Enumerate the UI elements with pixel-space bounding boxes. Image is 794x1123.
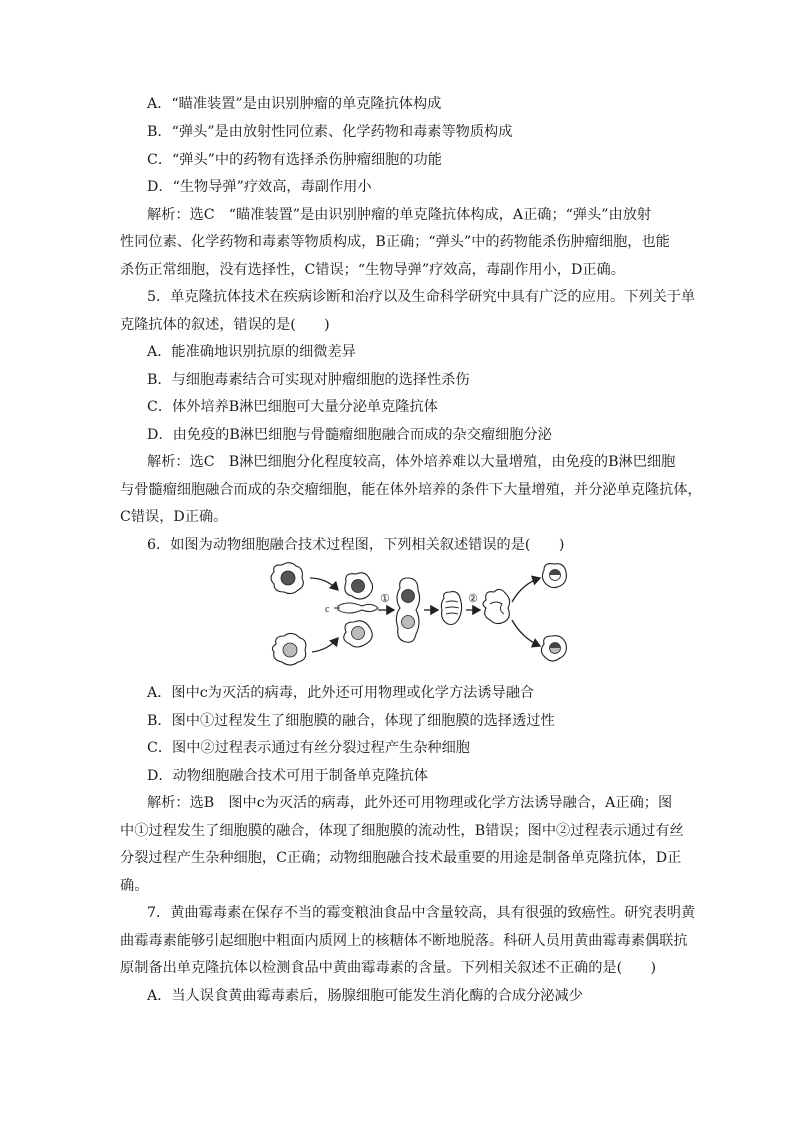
q5-analysis-line-3: C错误，D正确。 (120, 509, 228, 525)
fusing-cells (334, 573, 378, 647)
q4-analysis-line-1: 解析：选C “瞄准装置”是由识别肿瘤的单克隆抗体构成，A正确；“弹头”由放射 (147, 207, 652, 223)
q7-stem-line-3: 原制备出单克隆抗体以检测食品中黄曲霉毒素的含量。下列相关叙述不正确的是( ) (120, 960, 657, 976)
q4-analysis-line-2: 性同位素、化学药物和毒素等物质构成，B正确；“弹头”中的药物能杀伤肿瘤细胞，也能 (120, 234, 670, 250)
arrow-bottom-left (312, 638, 338, 652)
arrow-branch-bottom (512, 620, 540, 646)
q4-option-d: D．“生物导弹”疗效高，毒副作用小 (147, 179, 372, 195)
q5-option-b: B．与细胞毒素结合可实现对肿瘤细胞的选择性杀伤 (147, 372, 470, 388)
q4-option-a: A．“瞄准装置”是由识别肿瘤的单克隆抗体构成 (147, 96, 442, 112)
q5-option-d: D．由免疫的B淋巴细胞与骨髓瘤细胞融合而成的杂交瘤细胞分泌 (147, 427, 552, 443)
dividing-cell (441, 592, 461, 625)
q5-stem-line-1: 5．单克隆抗体技术在疾病诊断和治疗以及生命科学研究中具有广泛的应用。下列关于单 (147, 289, 696, 305)
q6-analysis-line-2: 中①过程发生了细胞膜的融合，体现了细胞膜的流动性，B错误；图中②过程表示通过有丝 (120, 823, 684, 839)
q5-analysis-line-1: 解析：选C B淋巴细胞分化程度较高，体外培养难以大量增殖，由免疫的B淋巴细胞 (147, 454, 676, 470)
q6-option-a: A．图中c为灭活的病毒，此外还可用物理或化学方法诱导融合 (147, 685, 535, 701)
q7-option-a: A．当人误食黄曲霉毒素后，肠腺细胞可能发生消化酶的合成分泌减少 (147, 988, 583, 1004)
arrow-top-left (310, 578, 338, 590)
cell-bottom-left (272, 633, 305, 665)
cell-fusion-diagram (268, 560, 568, 678)
cell-top-left (271, 563, 303, 594)
q5-option-c: C．体外培养B淋巴细胞可大量分泌单克隆抗体 (147, 399, 438, 415)
label-c: c (325, 604, 330, 615)
q7-stem-line-2: 曲霉毒素能够引起细胞中粗面内质网上的核糖体不断地脱落。科研人员用黄曲霉毒素偶联抗 (120, 933, 688, 949)
arrow-branch-top (512, 578, 540, 602)
q5-analysis-line-2: 与骨髓瘤细胞融合而成的杂交瘤细胞，能在体外培养的条件下大量增殖，并分泌单克隆抗体， (120, 482, 702, 498)
q6-option-d: D．动物细胞融合技术可用于制备单克隆抗体 (147, 768, 428, 784)
fused-cell (396, 578, 419, 642)
q6-analysis-line-4: 确。 (120, 878, 149, 894)
hybrid-cell-bottom (541, 636, 566, 661)
q6-stem: 6．如图为动物细胞融合技术过程图，下列相关叙述错误的是( ) (147, 537, 565, 553)
q6-option-b: B．图中①过程发生了细胞膜的融合，体现了细胞膜的选择透过性 (147, 713, 555, 729)
label-step-1: ① (380, 593, 390, 605)
hybrid-parent-cell (483, 589, 510, 623)
q4-option-b: B．“弹头”是由放射性同位素、化学药物和毒素等物质构成 (147, 124, 513, 140)
label-step-2: ② (468, 593, 478, 605)
q4-option-c: C．“弹头”中的药物有选择杀伤肿瘤细胞的功能 (147, 152, 442, 168)
cell-fusion-svg (268, 560, 568, 678)
q4-analysis-line-3: 杀伤正常细胞，没有选择性，C错误；“生物导弹”疗效高，毒副作用小，D正确。 (120, 262, 625, 278)
q6-analysis-line-1: 解析：选B 图中c为灭活的病毒，此外还可用物理或化学方法诱导融合，A正确；图 (147, 795, 673, 811)
q5-option-a: A．能准确地识别抗原的细微差异 (147, 344, 356, 360)
hybrid-cell-top (542, 564, 566, 588)
q6-option-c: C．图中②过程表示通过有丝分裂过程产生杂种细胞 (147, 740, 470, 756)
q6-analysis-line-3: 分裂过程产生杂种细胞，C正确；动物细胞融合技术最重要的用途是制备单克隆抗体，D正 (120, 850, 682, 866)
q7-stem-line-1: 7．黄曲霉毒素在保存不当的霉变粮油食品中含量较高，具有很强的致癌性。研究表明黄 (147, 905, 696, 921)
q5-stem-line-2: 克隆抗体的叙述，错误的是( ) (120, 317, 330, 333)
